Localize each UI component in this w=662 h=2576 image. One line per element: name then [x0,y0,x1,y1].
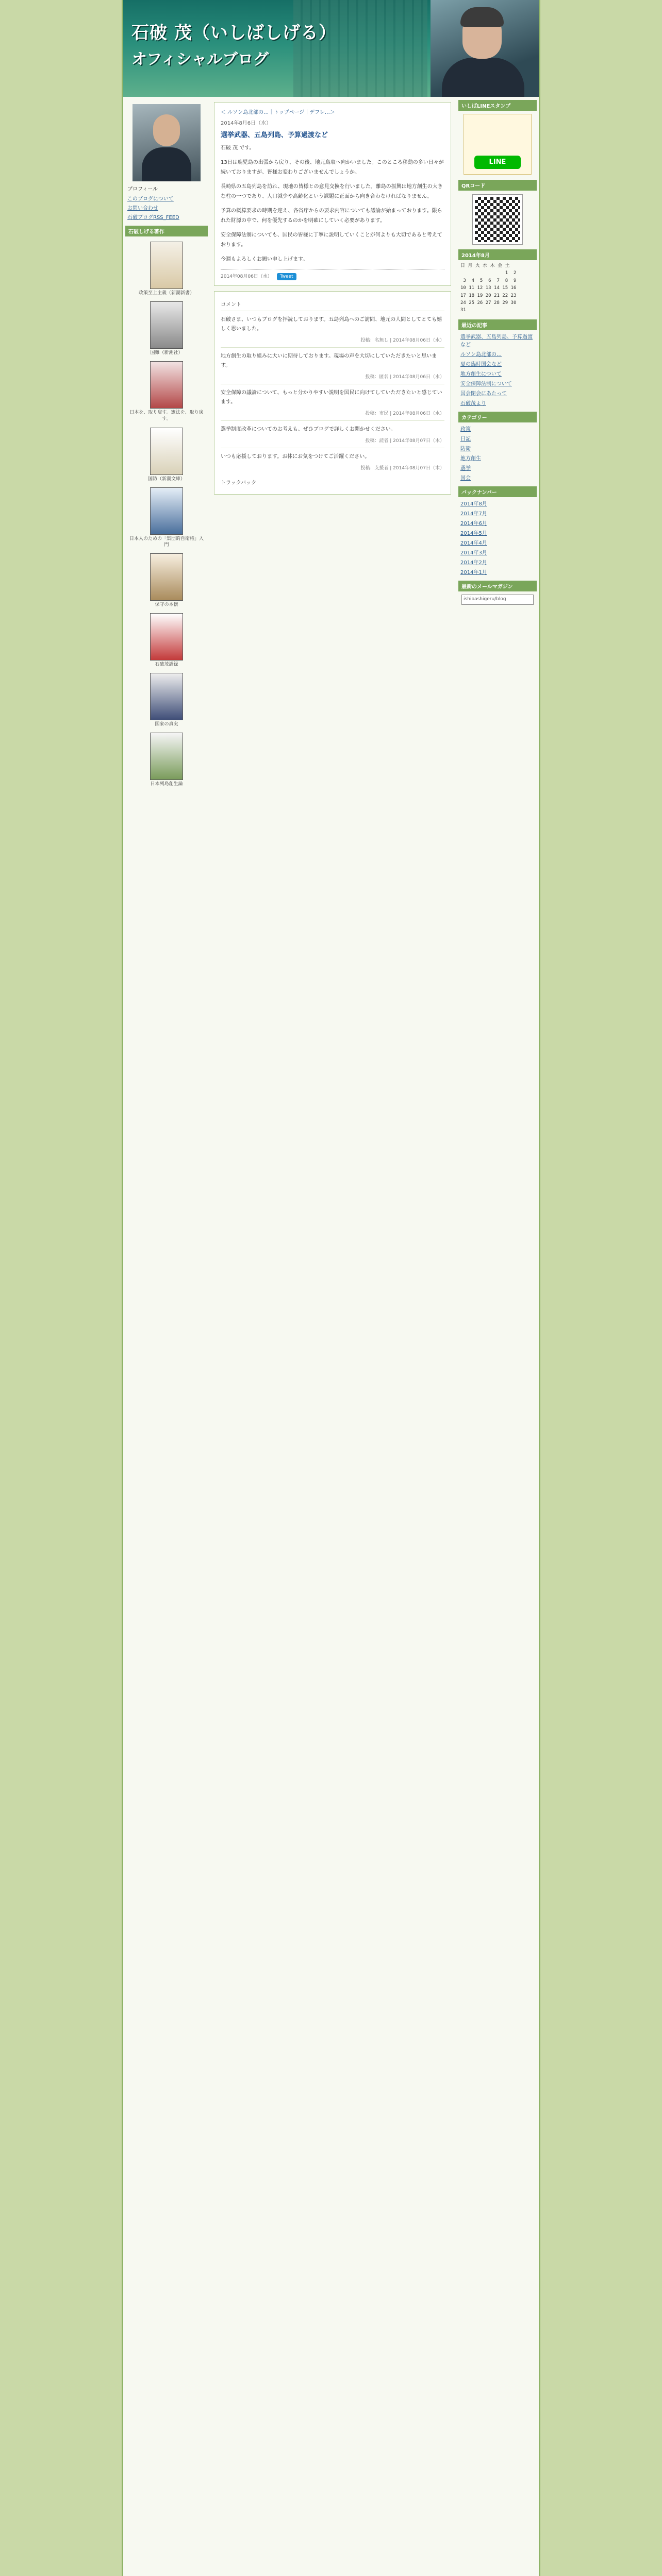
book-caption[interactable]: 日本を、取り戻す。憲法を、取り戻す。 [129,410,204,422]
comment-item [221,448,444,475]
about-blog-link[interactable]: このブログについて [127,196,174,202]
header-portrait-image [431,0,539,97]
archive-link[interactable]: 2014年2月 [460,560,487,566]
category-link[interactable]: 政策 [460,426,471,432]
book-caption[interactable]: 保守の本懐 [155,602,178,607]
comment-meta: 投稿：匿名 | 2014年08月06日（水） [365,375,444,380]
book-cover[interactable] [150,733,183,780]
books-section-title: 石破しげる著作 [125,226,208,236]
comment-item [221,420,444,448]
recent-post-link[interactable]: 国会閉会にあたって [460,391,507,397]
entry-date: 2014年8月6日（水） [221,121,272,126]
entry-paragraph: 石破 茂 です。 [221,145,255,151]
category-link[interactable]: 防衛 [460,446,471,452]
comment-meta: 投稿：支援者 | 2014年08月07日（木） [360,466,444,471]
recent-post-link[interactable]: 夏の臨時国会など [460,361,502,367]
search-input[interactable]: ishibashigeru/blog [461,595,534,605]
blog-subtitle: オフィシャルブログ [131,50,269,69]
category-link[interactable]: 国会 [460,475,471,481]
comment-meta: 投稿：読者 | 2014年08月07日（木） [365,438,444,444]
comment-text: 地方創生の取り組みに大いに期待しております。現場の声を大切にしていただきたいと思います。 [221,353,437,368]
category-link[interactable]: 選挙 [460,465,471,471]
line-button[interactable]: LINE [474,156,521,169]
entry-body [221,143,444,264]
comment-item [221,311,444,347]
book-cover[interactable] [150,553,183,601]
book-caption[interactable]: 政策至上主義（新潮新書） [138,291,194,296]
book-cover[interactable] [150,428,183,475]
header-background-shelf [293,0,427,97]
line-stamp-banner[interactable] [464,114,532,175]
archive-link[interactable]: 2014年4月 [460,540,487,546]
entry-title[interactable]: 選挙武器、五島列島、予算過渡など [221,131,328,139]
comment-item [221,384,444,420]
recent-post-link[interactable]: ルソン島北部の… [460,351,502,358]
book-caption[interactable]: 国難（新潮社） [150,350,183,356]
archive-link[interactable]: 2014年7月 [460,511,487,517]
book-cover[interactable] [150,487,183,535]
book-cover[interactable] [150,301,183,349]
entry-posted-date: 2014年08月06日（水） [221,274,272,279]
calendar-grid[interactable]: 日 月 火 水 木 金 土 1 2 3 4 5 6 7 8 9 10 11 12 13 14 15 16 17 18 19 20 21 22 23 24 25 26 27 28 29 30 31 [460,263,517,313]
comment-meta: 投稿：名無し | 2014年08月06日（水） [360,338,444,343]
trackback-heading: トラックバック [221,480,257,486]
recent-post-link[interactable]: 選挙武器、五島列島、予算過渡など [460,334,533,348]
archive-link[interactable]: 2014年3月 [460,550,487,556]
recent-post-link[interactable]: 地方創生について [460,371,502,377]
profile-label[interactable]: プロフィール [127,187,158,192]
entry-navigation[interactable]: ＜ ルソン島北部の…｜トップページ｜デフレ…＞ [221,110,335,115]
entry-paragraph: 予算の概算要求の時期を迎え、各省庁からの要求内容についても議論が始まっております。限られた財源の中で、何を優先するのかを明確にしていく必要があります。 [221,208,442,224]
right-sidebar [456,97,539,608]
book-cover[interactable] [150,361,183,409]
comment-meta: 投稿：市民 | 2014年08月06日（水） [365,411,444,416]
book-cover[interactable] [150,613,183,660]
archive-title: バックナンバー [458,486,537,497]
book-caption[interactable]: 石破茂語録 [155,662,178,668]
entry-paragraph: 13日は鹿児島の出張から戻り、その後、地元鳥取へ向かいました。このところ移動の多い日々が続いておりますが、皆様お変わりございませんでしょうか。 [221,160,444,175]
book-caption[interactable]: 国家の真実 [155,722,178,727]
archive-link[interactable]: 2014年8月 [460,501,487,507]
comment-item [221,347,444,384]
share-button[interactable]: Tweet [277,273,296,280]
archive-link[interactable]: 2014年6月 [460,520,487,527]
main-content [212,97,453,500]
entry-paragraph: 今週もよろしくお願い申し上げます。 [221,257,308,262]
comment-text: いつも応援しております。お体にお気をつけてご活躍ください。 [221,454,370,460]
category-title: カテゴリー [458,412,537,422]
page-wrapper [122,0,540,2576]
line-stamp-title: いしばLINEスタンプ [458,100,537,111]
category-link[interactable]: 日記 [460,436,471,442]
blog-entry [214,102,451,286]
qr-title: QRコード [458,180,537,191]
entry-paragraph: 長崎県の五島列島を訪れ、現地の皆様との意見交換を行いました。離島の振興は地方創生の大きな柱の一つであり、人口減少や高齢化という課題に正面から向き合わなければなりません。 [221,184,443,199]
comment-text: 選挙制度改革についてのお考えも、ぜひブログで詳しくお聞かせください。 [221,427,396,432]
entry-footer [221,269,444,280]
category-link[interactable]: 地方創生 [460,455,481,462]
qr-code-image [473,195,522,244]
comment-text: 石破さま、いつもブログを拝読しております。五島列島へのご訪問、地元の人間としてとても嬉しく思いました。 [221,317,442,332]
mail-magazine-title: 最新のメールマガジン [458,581,537,591]
archive-link[interactable]: 2014年5月 [460,530,487,536]
recent-posts-title: 最近の記事 [458,319,537,330]
book-cover[interactable] [150,673,183,720]
comments-section [214,291,451,495]
left-sidebar [123,97,210,791]
book-caption[interactable]: 日本人のための「集団的自衛権」入門 [129,536,204,548]
blog-title[interactable]: 石破 茂（いしばしげる） [131,23,337,43]
comment-text: 安全保障の議論について、もっと分かりやすい説明を国民に向けてしていただきたいと感じています。 [221,390,442,405]
recent-post-link[interactable]: 石破茂より [460,400,486,406]
entry-paragraph: 安全保障法制についても、国民の皆様に丁寧に説明していくことが何よりも大切であると考えております。 [221,232,442,248]
profile-photo [133,104,201,181]
book-caption[interactable]: 日本列島創生論 [150,782,183,787]
archive-link[interactable]: 2014年1月 [460,569,487,575]
book-caption[interactable]: 国防（新潮文庫） [147,476,185,482]
book-cover[interactable] [150,242,183,289]
contact-link[interactable]: お問い合わせ [127,206,158,211]
recent-post-link[interactable]: 安全保障法制について [460,381,512,387]
rss-feed-link[interactable]: 石破ブログRSS_FEED [127,215,179,221]
comments-heading: コメント [221,302,241,308]
blog-header [123,0,539,97]
calendar-title: 2014年8月 [458,249,537,260]
